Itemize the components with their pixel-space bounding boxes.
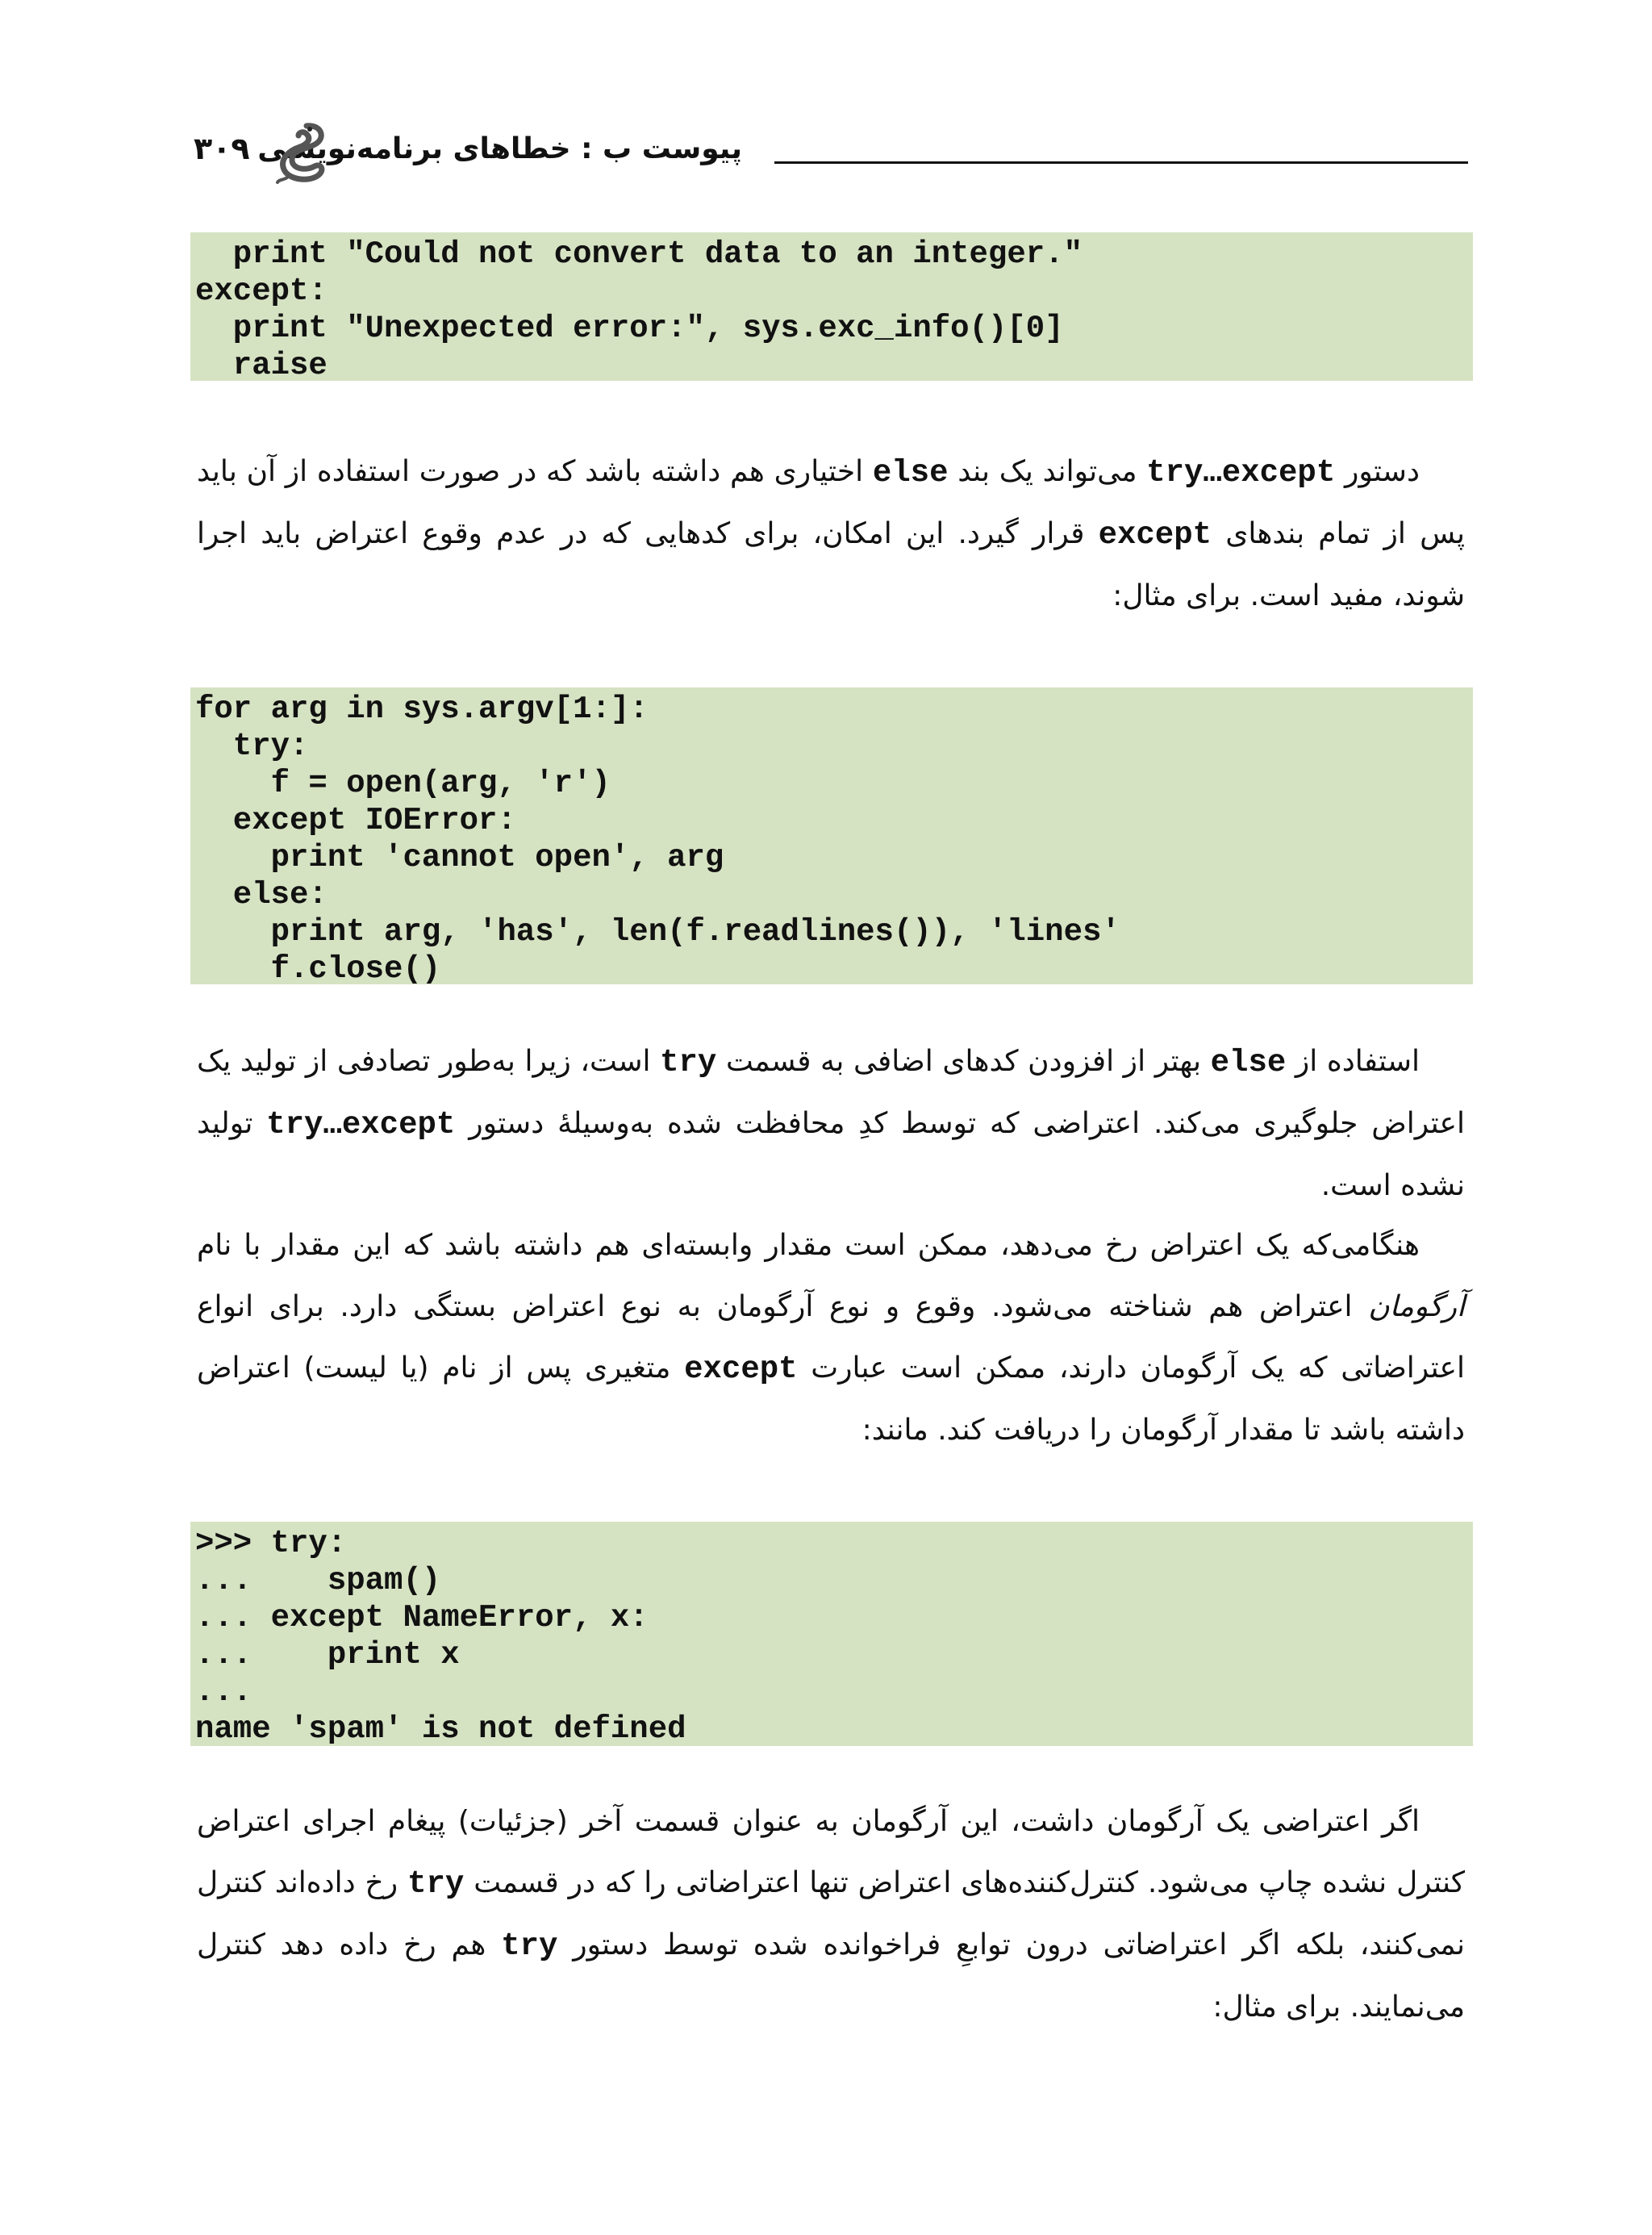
python-snake-icon bbox=[274, 121, 334, 186]
code-block-2: for arg in sys.argv[1:]: try: f = open(arg, 'r') except IOError: print 'cannot open', arg else: print arg, 'has', len(f.readlines()), 'lines' f.close() bbox=[190, 687, 1473, 984]
code-block-1: print "Could not convert data to an integer." except: print "Unexpected error:", sys.exc_info()[0] raise bbox=[190, 232, 1473, 381]
page-number: ۳۰۹ bbox=[194, 131, 250, 166]
paragraph-1: دستور try…except می‌تواند یک بند else اختیاری هم داشته باشد که در صورت استفاده از آن باید پس از تمام بندهای except قرار گیرد. این امکان، برای کدهایی که در عدم وقوع اعتراض باید اجرا شوند، مفید است. برای مثال: bbox=[197, 455, 1465, 612]
chapter-title: پیوست ب : خطاهای برنامه‌نویسی bbox=[257, 132, 742, 165]
paragraph-4: اگر اعتراضی یک آرگومان داشت، این آرگومان به عنوان قسمت آخر (جزئیات) پیغام اجرای اعتراض کنترل نشده چاپ می‌شود. کنترل‌کننده‌های اعتراض تنها اعتراضاتی را که در قسمت try رخ داده‌اند کنترل نمی‌کنند، بلکه اگر اعتراضاتی درون توابعِ فراخوانده شده توسط دستور try هم رخ داده دهد کنترل می‌نمایند. برای مثال: bbox=[197, 1805, 1465, 2024]
paragraph-3: هنگامی‌که یک اعتراض رخ می‌دهد، ممکن است مقدار وابسته‌ای هم داشته باشد که این مقدار با نام آرگومان اعتراض هم شناخته می‌شود. وقوع و نوع آرگومان به نوع اعتراض بستگی دارد. برای انواع اعتراضاتی که یک آرگومان دارند، ممکن است عبارت except متغیری پس از نام (یا لیست) اعتراض داشته باشد تا مقدار آرگومان را دریافت کند. مانند: bbox=[197, 1229, 1465, 1447]
paragraph-2: استفاده از else بهتر از افزودن کدهای اضافی به قسمت try است، زیرا به‌طور تصادفی از تولید یک اعتراض جلوگیری می‌کند. اعتراضی که توسط کدِ محافظت شده به‌وسیلهٔ دستور try…except تولید نشده است. bbox=[197, 1045, 1465, 1202]
page-header bbox=[194, 121, 1468, 186]
header-rule bbox=[774, 161, 1468, 164]
code-block-3: >>> try: ... spam() ... except NameError, x: ... print x ... name 'spam' is not defined bbox=[190, 1522, 1473, 1746]
